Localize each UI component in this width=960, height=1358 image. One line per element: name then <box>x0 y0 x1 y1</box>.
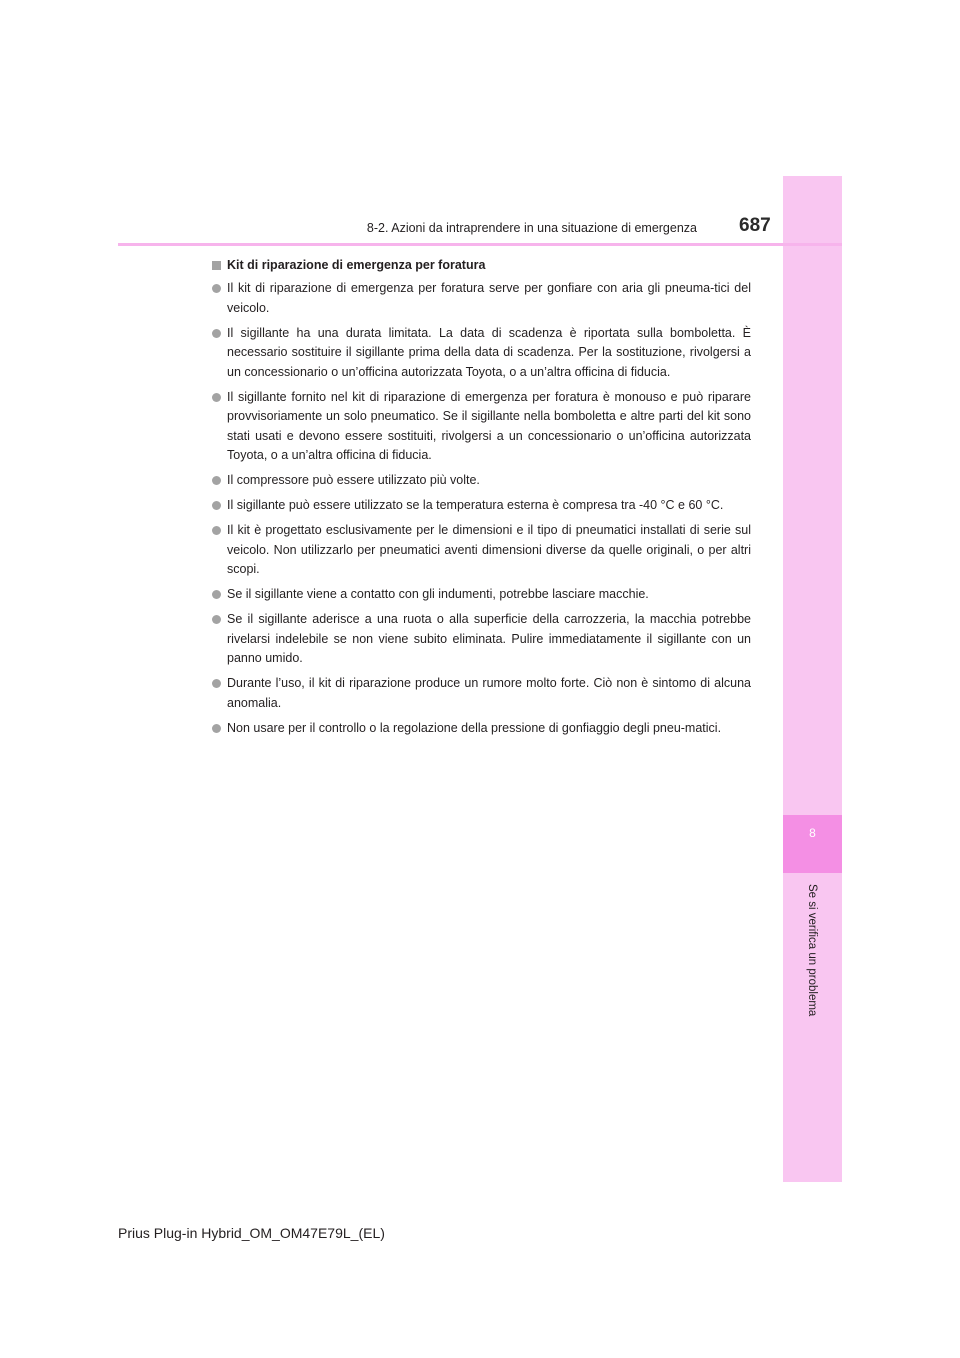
list-item-text: Il sigillante ha una durata limitata. La data di scadenza è riportata sulla bomboletta. È necessario sostituire il sigillante prima della data di scadenza. Per la sostituzione, rivolgersi a un concessionario o un’officina autorizzata Toyota, o a un’altra officina di fiducia. <box>227 325 751 379</box>
chapter-side-tab <box>783 176 842 1182</box>
bullet-icon <box>212 724 221 733</box>
list-item <box>212 471 751 491</box>
list-item <box>212 610 751 669</box>
section-heading <box>212 256 751 275</box>
bullet-icon <box>212 590 221 599</box>
chapter-title: Se si verifica un problema <box>806 884 818 1017</box>
section-heading-text: Kit di riparazione di emergenza per foratura <box>227 258 486 272</box>
list-item <box>212 521 751 580</box>
list-item-text: Il sigillante può essere utilizzato se la temperatura esterna è compresa tra -40 °C e 60 °C. <box>227 498 724 512</box>
list-item-text: Il sigillante fornito nel kit di riparazione di emergenza per foratura è monouso e può riparare provvisoriamente un solo pneumatico. Se il sigillante nella bomboletta e altre parti del kit sono stati usati e devono essere sostituiti, rivolgersi a un concessionario o un’officina autorizzata Toyota, o a un’altra officina di fiducia. <box>227 389 751 462</box>
bullet-icon <box>212 679 221 688</box>
bullet-icon <box>212 615 221 624</box>
chapter-tab-active[interactable] <box>783 815 842 873</box>
bullet-icon <box>212 329 221 338</box>
list-item-text: Se il sigillante aderisce a una ruota o alla superficie della carrozzeria, la macchia potrebbe rivelarsi indelebile se non viene subito eliminata. Pulire immediatamente il sigillante con un panno umido. <box>227 612 751 665</box>
list-item-text: Non usare per il controllo o la regolazione della pressione di gonfiaggio degli pneu-matici. <box>227 720 722 735</box>
bullet-icon <box>212 393 221 402</box>
list-item-text: Il kit è progettato esclusivamente per le dimensioni e il tipo di pneumatici installati di serie sul veicolo. Non utilizzarlo per pneumatici aventi dimensioni diverse da quelle originali, o per altri scopi. <box>227 523 751 576</box>
square-bullet-icon <box>212 261 221 270</box>
list-item <box>212 674 751 713</box>
bullet-list <box>212 279 751 738</box>
list-item <box>212 496 751 516</box>
list-item <box>212 585 751 605</box>
list-item-text: Durante l’uso, il kit di riparazione produce un rumore molto forte. Ciò non è sintomo di alcuna anomalia. <box>227 676 751 710</box>
bullet-icon <box>212 526 221 535</box>
footer-manual-code: Prius Plug-in Hybrid_OM_OM47E79L_(EL) <box>118 1225 385 1241</box>
chapter-number: 8 <box>809 826 816 840</box>
page-number: 687 <box>739 215 771 236</box>
bullet-icon <box>212 284 221 293</box>
list-item-text: Il compressore può essere utilizzato più volte. <box>227 473 480 487</box>
list-item <box>212 324 751 383</box>
list-item <box>212 279 751 318</box>
bullet-icon <box>212 476 221 485</box>
page-content <box>212 256 751 744</box>
header-rule <box>118 243 842 246</box>
list-item-text: Il kit di riparazione di emergenza per foratura serve per gonfiare con aria gli pneuma-tici del veicolo. <box>227 281 751 315</box>
list-item <box>212 719 751 739</box>
list-item-text: Se il sigillante viene a contatto con gli indumenti, potrebbe lasciare macchie. <box>227 587 649 601</box>
bullet-icon <box>212 501 221 510</box>
list-item <box>212 388 751 466</box>
section-header: 8-2. Azioni da intraprendere in una situazione di emergenza <box>366 221 697 235</box>
